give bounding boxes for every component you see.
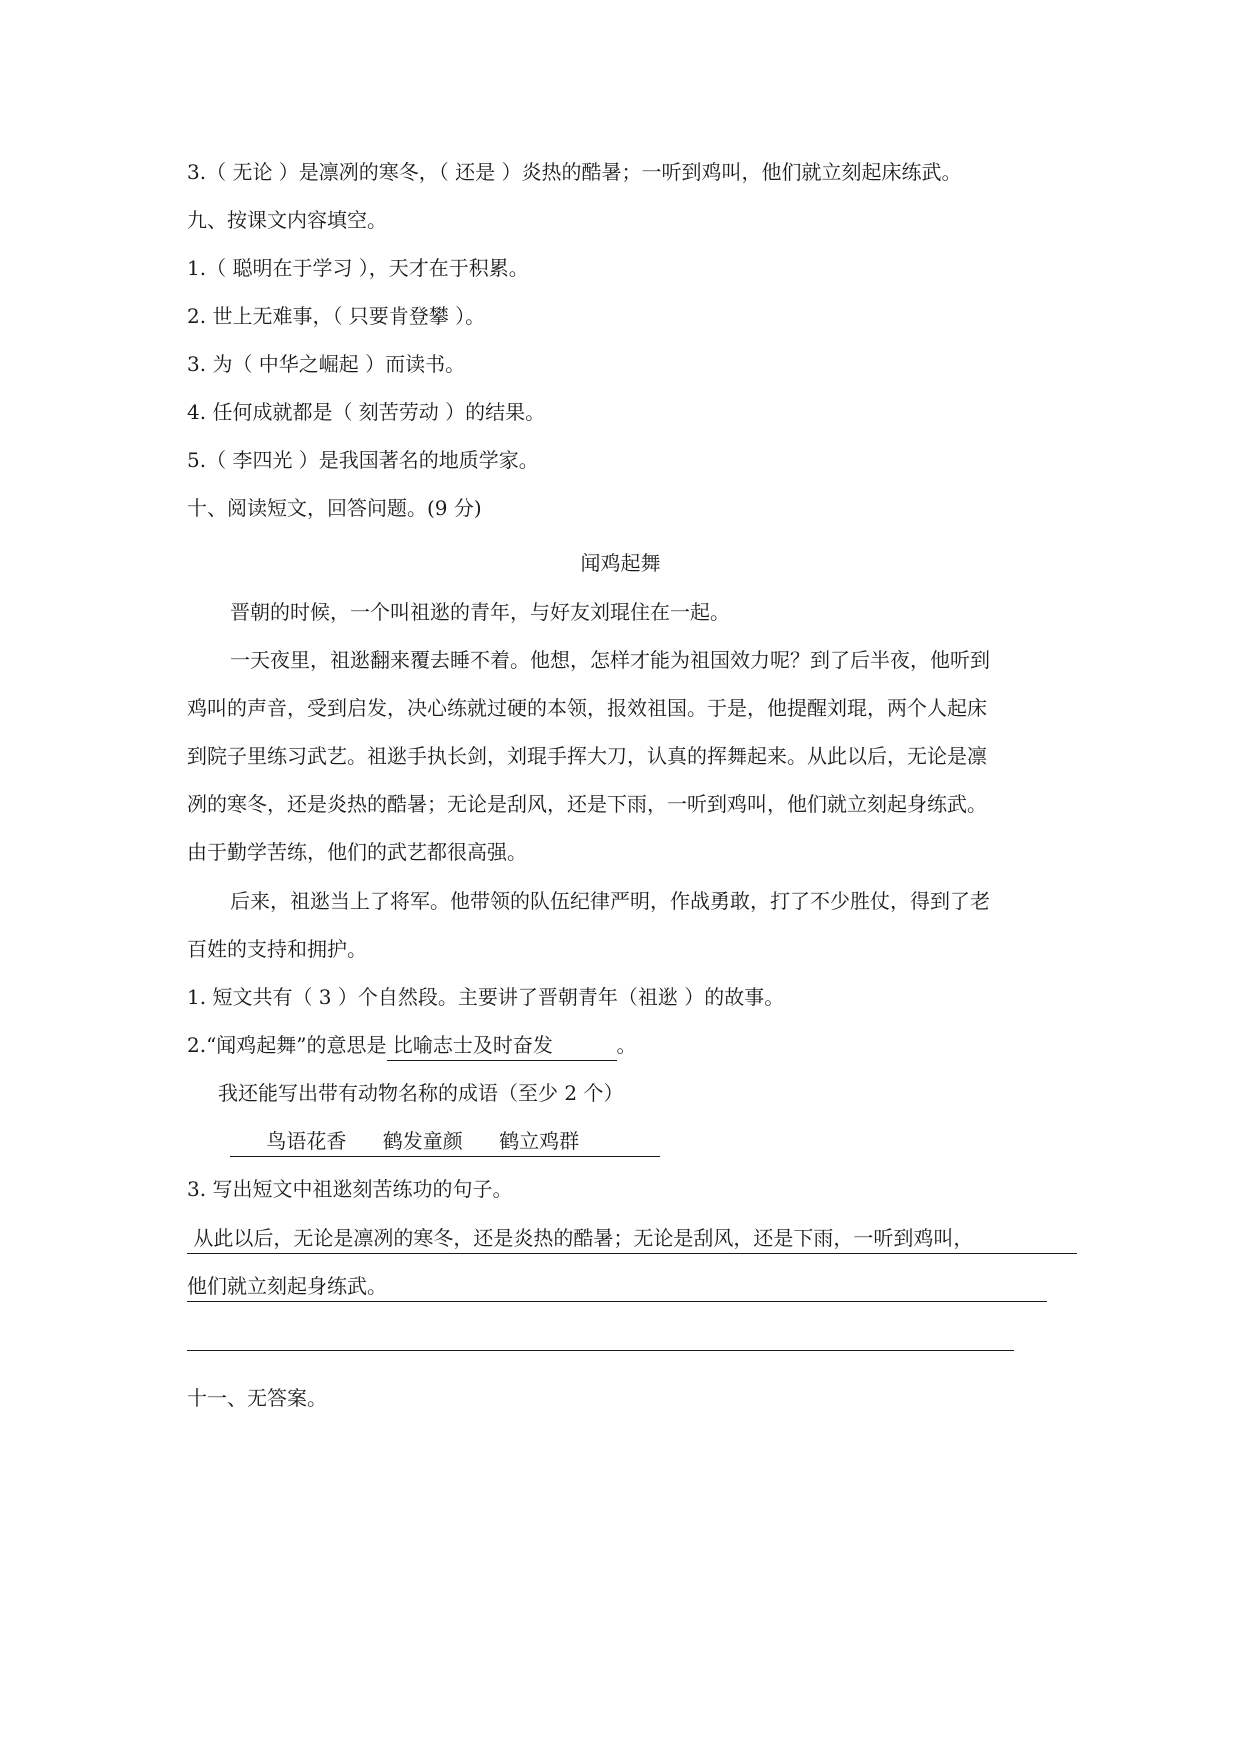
text-line: 3.（ 无论 ）是凛冽的寒冬，（ 还是 ）炎热的酷暑；一听到鸡叫，他们就立刻起床练武。	[187, 160, 962, 184]
answer-underlined: 比喻志士及时奋发	[387, 1030, 617, 1061]
section-heading: 九、按课文内容填空。	[187, 208, 387, 232]
passage-line: 冽的寒冬，还是炎热的酷暑；无论是刮风，还是下雨，一听到鸡叫，他们就立刻起身练武。	[187, 792, 987, 816]
passage-line: 后来，祖逖当上了将军。他带领的队伍纪律严明，作战勇敢，打了不少胜仗，得到了老	[230, 889, 990, 913]
passage-line: 鸡叫的声音，受到启发，决心练就过硬的本领，报效祖国。于是，他提醒刘琨，两个人起床	[187, 696, 987, 720]
question-prefix: 2.“闻鸡起舞”的意思是	[187, 1033, 387, 1057]
passage-line: 到院子里练习武艺。祖逖手执长剑，刘琨手挥大刀，认真的挥舞起来。从此以后，无论是凛	[187, 744, 987, 768]
text-line: 1.（ 聪明在于学习 ），天才在于积累。	[187, 256, 529, 280]
text-line: 3. 为（ 中华之崛起 ）而读书。	[187, 352, 466, 376]
text-line: 4. 任何成就都是（ 刻苦劳动 ）的结果。	[187, 400, 546, 424]
passage-line: 晋朝的时候，一个叫祖逖的青年，与好友刘琨住在一起。	[230, 600, 730, 624]
question-line: 我还能写出带有动物名称的成语（至少 2 个）	[218, 1081, 624, 1105]
passage-line: 百姓的支持和拥护。	[187, 937, 367, 961]
passage-title: 闻鸡起舞	[580, 551, 661, 575]
passage-line: 一天夜里，祖逖翻来覆去睡不着。他想，怎样才能为祖国效力呢？到了后半夜，他听到	[230, 648, 990, 672]
answer-line	[187, 1271, 1047, 1302]
blank-answer-rule	[187, 1350, 1014, 1351]
text-line: 2. 世上无难事，（ 只要肯登攀 ）。	[187, 304, 486, 328]
question-suffix: 。	[616, 1033, 637, 1057]
answer-underlined: 他们就立刻起身练武。	[187, 1271, 1047, 1302]
answer-underlined: 鸟语花香 鹤发童颜 鹤立鸡群	[230, 1126, 660, 1157]
section-heading: 十、阅读短文，回答问题。(9 分)	[187, 496, 482, 520]
question-line: 1. 短文共有（ 3 ）个自然段。主要讲了晋朝青年（祖逖 ）的故事。	[187, 985, 785, 1009]
answer-line	[187, 1223, 1077, 1254]
answer-underlined: 从此以后，无论是凛冽的寒冬，还是炎热的酷暑；无论是刮风，还是下雨，一听到鸡叫，	[187, 1223, 1077, 1254]
question-line	[187, 1030, 637, 1061]
text-line: 5.（ 李四光 ）是我国著名的地质学家。	[187, 448, 539, 472]
answer-line	[230, 1126, 660, 1157]
question-line: 3. 写出短文中祖逖刻苦练功的句子。	[187, 1177, 513, 1201]
passage-line: 由于勤学苦练，他们的武艺都很高强。	[187, 840, 527, 864]
section-heading: 十一、无答案。	[187, 1386, 327, 1410]
